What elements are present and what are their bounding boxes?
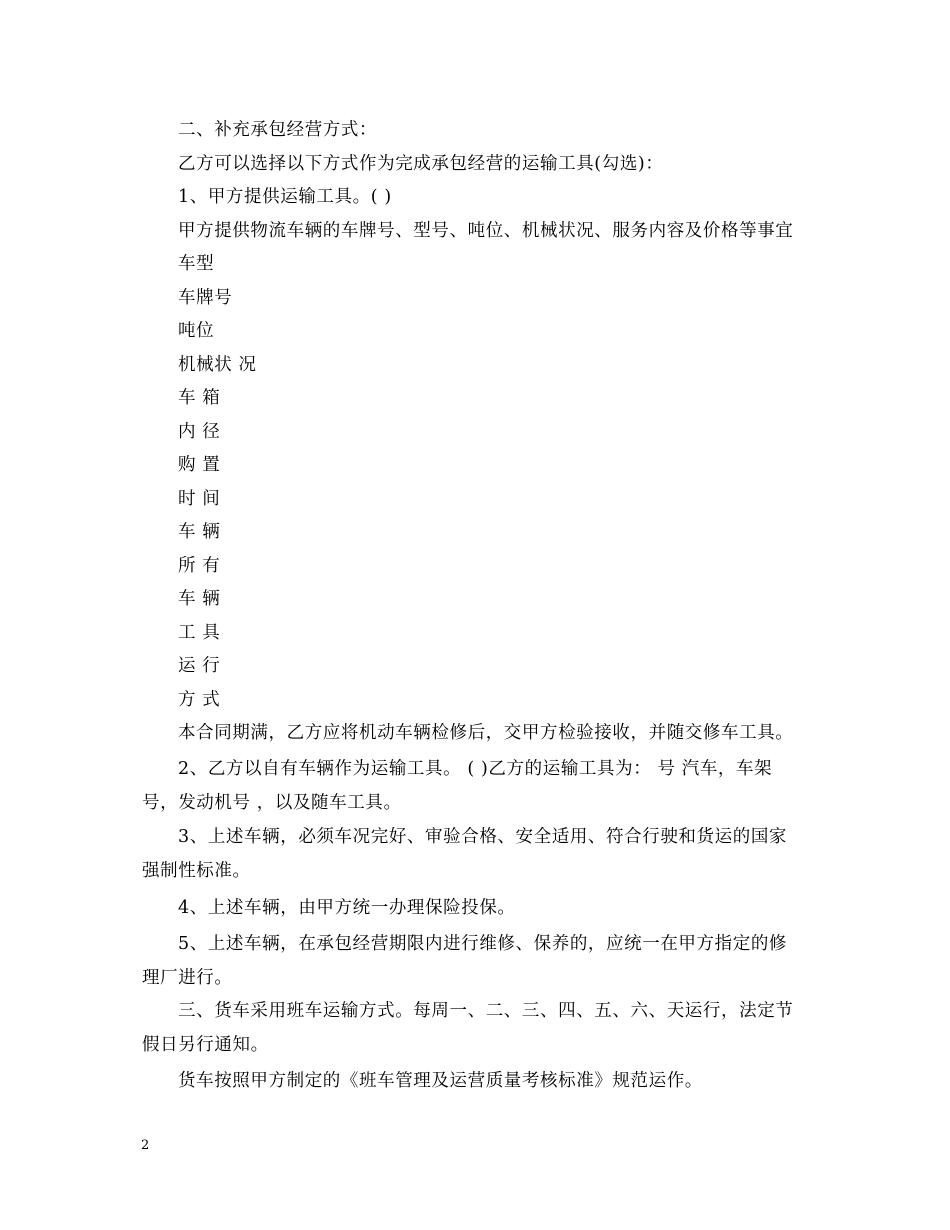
section-heading: 三、货车采用班车运输方式。每周一、二、三、四、五、六、天运行，法定节	[178, 1001, 794, 1021]
paragraph-line: 理厂进行。	[142, 968, 233, 988]
field-label: 所 有	[178, 556, 221, 576]
section-heading: 二、补充承包经营方式：	[178, 120, 378, 140]
paragraph-line: 假日另行通知。	[142, 1035, 269, 1055]
paragraph-line: 4、上述车辆，由甲方统一办理保险投保。	[178, 898, 516, 918]
field-label: 购 置	[178, 455, 221, 475]
paragraph-line: 号，发动机号 ，以及随车工具。	[142, 793, 402, 813]
paragraph-line: 本合同期满，乙方应将机动车辆检修后，交甲方检验接收，并随交修车工具。	[178, 723, 794, 743]
paragraph-line: 2、乙方以自有车辆作为运输工具。 ( )乙方的运输工具为： 号 汽车，车架	[178, 759, 773, 779]
paragraph-line: 乙方可以选择以下方式作为完成承包经营的运输工具(勾选)：	[178, 154, 664, 174]
field-label: 吨位	[178, 321, 215, 341]
field-label: 车型	[178, 254, 215, 274]
paragraph-line: 3、上述车辆，必须车况完好、审验合格、安全适用、符合行驶和货运的国家	[178, 827, 788, 847]
field-label: 时 间	[178, 489, 221, 509]
field-label: 工 具	[178, 623, 221, 643]
field-label: 运 行	[178, 656, 221, 676]
paragraph-line: 强制性标准。	[142, 861, 251, 881]
field-label: 车 辆	[178, 522, 221, 542]
field-label: 方 式	[178, 690, 221, 710]
paragraph-line: 甲方提供物流车辆的车牌号、型号、吨位、机械状况、服务内容及价格等事宜	[178, 221, 794, 241]
field-label: 车 辆	[178, 589, 221, 609]
field-label: 机械状 况	[178, 355, 257, 375]
field-label: 车牌号	[178, 288, 233, 308]
paragraph-line: 货车按照甲方制定的《班车管理及运营质量考核标准》规范运作。	[178, 1071, 703, 1091]
paragraph-line: 1、甲方提供运输工具。( )	[178, 187, 392, 207]
field-label: 内 径	[178, 422, 221, 442]
field-label: 车 箱	[178, 388, 221, 408]
page-number: 2	[141, 1138, 150, 1153]
paragraph-line: 5、上述车辆，在承包经营期限内进行维修、保养的，应统一在甲方指定的修	[178, 934, 788, 954]
